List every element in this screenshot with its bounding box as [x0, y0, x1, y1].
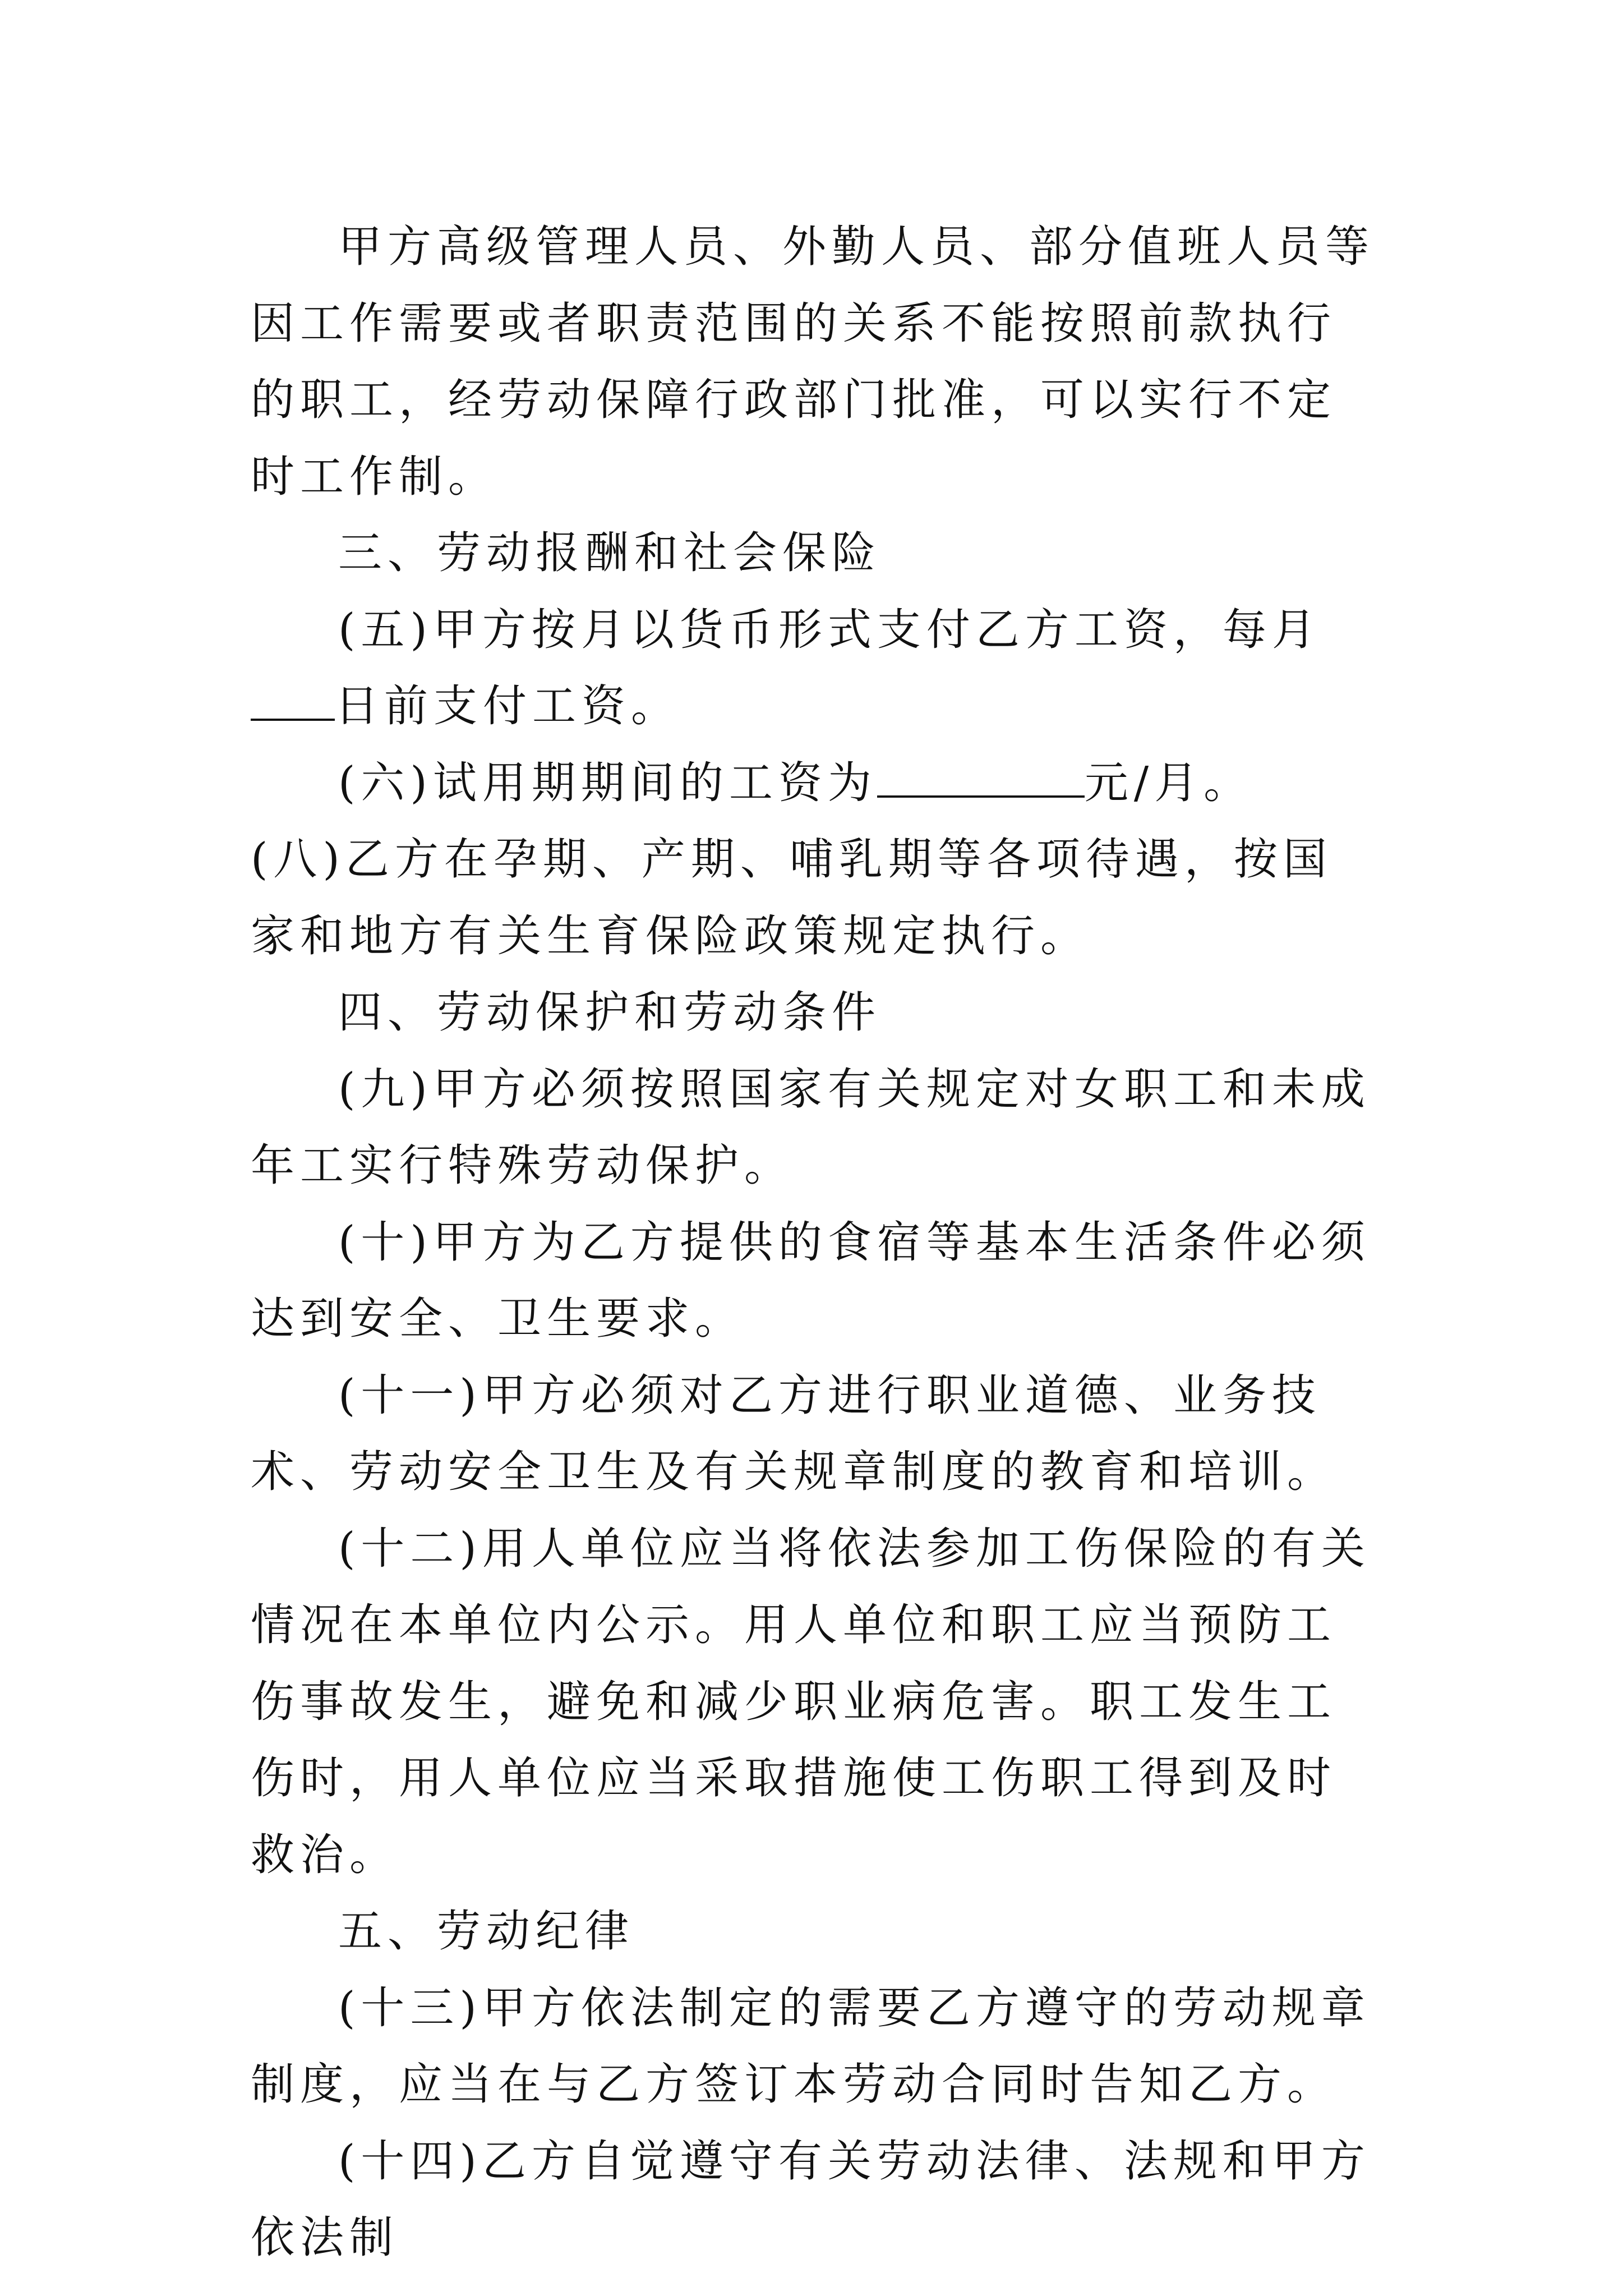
section-heading-discipline: 五、劳动纪律 [338, 1906, 635, 1957]
clause-6-text-before: (六)试用期期间的工资为 [338, 757, 877, 808]
clause-10: (十)甲方为乙方提供的食宿等基本生活条件必须达到安全、卫生要求。 [251, 1217, 1371, 1344]
clause-11: (十一)甲方必须对乙方进行职业道德、业务技术、劳动安全卫生及有关规章制度的教育和培训。 [251, 1370, 1337, 1497]
paragraph-flexible-hours: 甲方高级管理人员、外勤人员、部分值班人员等因工作需要或者职责范围的关系不能按照前款执行的职工，经劳动保障行政部门批准，可以实行不定时工作制。 [251, 222, 1375, 502]
section-heading-remuneration: 三、劳动报酬和社会保险 [338, 528, 882, 578]
clause-9: (九)甲方必须按照国家有关规定对女职工和未成年工实行特殊劳动保护。 [251, 1064, 1371, 1191]
clause-13: (十三)甲方依法制定的需要乙方遵守的劳动规章制度，应当在与乙方签订本劳动合同时告知乙方。 [251, 1982, 1371, 2110]
clause-6-text-after: 元/月。 (八)乙方在孕期、产期、哺乳期等各项待遇，按国家和地方有关生育保险政策规定执行。 [251, 757, 1332, 961]
section-heading-protection: 四、劳动保护和劳动条件 [338, 987, 882, 1038]
clause-5-text-before: (五)甲方按月以货币形式支付乙方工资，每月 [338, 604, 1321, 655]
clause-6-probation-wage [251, 745, 1378, 975]
clause-5-text-after: 日前支付工资。 [335, 681, 681, 731]
clause-12: (十二)用人单位应当将依法参加工伤保险的有关情况在本单位内公示。用人单位和职工应当预防工伤事故发生，避免和减少职业病危害。职工发生工伤时，用人单位应当采取措施使工伤职工得到及时救治。 [251, 1523, 1371, 1880]
probation-wage-blank [877, 761, 1085, 798]
clause-5-wage-payment [251, 592, 1378, 745]
clause-14: (十四)乙方自觉遵守有关劳动法律、法规和甲方依法制 [251, 2136, 1371, 2263]
document-body [251, 209, 1378, 2276]
payday-blank [251, 684, 335, 721]
